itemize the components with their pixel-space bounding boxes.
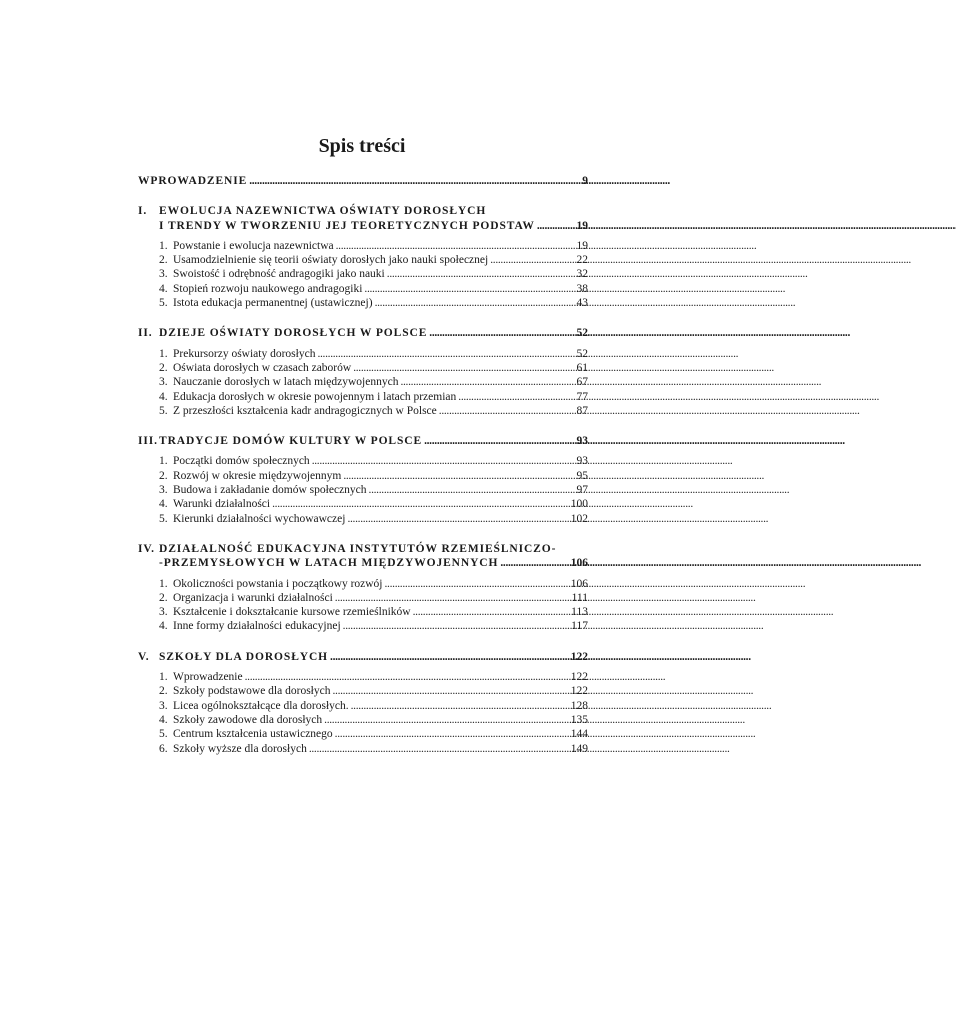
toc-entry[interactable] — [138, 267, 588, 281]
toc-section-heading-row[interactable] — [138, 434, 588, 448]
toc-entry-number: 1. — [159, 455, 168, 468]
dot-leader — [272, 497, 556, 511]
toc-entry-label: Istota edukacja permanentnej (ustawicznej) — [173, 297, 373, 310]
page-title: Spis treści — [318, 135, 406, 157]
dot-leader — [353, 361, 556, 375]
section-gap — [138, 310, 588, 326]
dot-leader — [537, 219, 556, 233]
toc-section-title: I TRENDY W TWORZENIU JEJ TEORETYCZNYCH PODSTAW — [159, 219, 535, 232]
toc-entry-label: Swoistość i odrębność andragogiki jako nauki — [173, 268, 385, 281]
dot-leader — [500, 556, 556, 570]
dot-leader — [364, 282, 556, 296]
toc-section-heading-row[interactable] — [138, 326, 588, 340]
toc-section — [138, 650, 588, 756]
dot-leader — [312, 454, 556, 468]
toc-entry-number: 3. — [159, 376, 168, 389]
toc-section-title: DZIAŁALNOŚĆ EDUKACYJNA INSTYTUTÓW RZEMIEŚLNICZO- — [159, 542, 557, 555]
toc-intro-page: 9 — [582, 175, 588, 187]
toc-entry[interactable] — [138, 684, 588, 698]
toc-entry[interactable] — [138, 619, 588, 633]
dot-leader — [490, 253, 556, 267]
table-of-contents — [138, 174, 588, 756]
toc-section-title: SZKOŁY DLA DOROSŁYCH — [159, 650, 329, 663]
toc-section-page: 19 — [576, 219, 588, 232]
toc-entry-label: Nauczanie dorosłych w latach międzywojennych — [173, 376, 399, 389]
toc-entry[interactable] — [138, 605, 588, 619]
toc-entry[interactable] — [138, 742, 588, 756]
toc-section-title: -PRZEMYSŁOWYCH W LATACH MIĘDZYWOJENNYCH — [159, 557, 499, 570]
dot-leader — [413, 605, 556, 619]
toc-entry[interactable] — [138, 713, 588, 727]
toc-entry-number: 2. — [159, 469, 168, 482]
toc-entry-number: 4. — [159, 498, 168, 511]
dot-leader — [400, 375, 556, 389]
toc-entry-page: 149 — [570, 742, 588, 755]
dot-leader — [249, 174, 556, 188]
dot-leader — [335, 727, 556, 741]
toc-entry-page: 122 — [570, 671, 588, 684]
toc-entry-page: 52 — [576, 347, 588, 360]
toc-section-page: 122 — [570, 650, 588, 663]
dot-leader — [429, 326, 556, 340]
dot-leader — [330, 650, 556, 664]
toc-section-heading-line[interactable] — [138, 542, 588, 556]
toc-entry[interactable] — [138, 577, 588, 591]
dot-leader — [336, 239, 556, 253]
toc-entry[interactable] — [138, 253, 588, 267]
toc-entry-label: Początki domów społecznych — [173, 455, 310, 468]
toc-entry-label: Stopień rozwoju naukowego andragogiki — [173, 282, 363, 295]
toc-section-number: III. — [138, 435, 158, 448]
toc-entry-number: 5. — [159, 297, 168, 310]
toc-entry-number: 4. — [159, 620, 168, 633]
toc-section-heading-row[interactable] — [138, 219, 588, 233]
dot-leader — [458, 390, 556, 404]
toc-entry-label: Szkoły wyższe dla dorosłych — [173, 742, 307, 755]
toc-entry[interactable] — [138, 282, 588, 296]
toc-entry-number: 4. — [159, 713, 168, 726]
dot-leader — [324, 713, 556, 727]
toc-entry-number: 1. — [159, 671, 168, 684]
toc-entry-label: Budowa i zakładanie domów społecznych — [173, 484, 367, 497]
section-gap — [138, 418, 588, 434]
toc-entry-page: 22 — [576, 254, 588, 267]
toc-entry[interactable] — [138, 497, 588, 511]
toc-entry-page: 43 — [576, 297, 588, 310]
toc-entry-page: 135 — [570, 713, 588, 726]
toc-section — [138, 434, 588, 542]
dot-leader — [245, 670, 556, 684]
toc-entry-label: Okoliczności powstania i początkowy rozwój — [173, 577, 383, 590]
toc-entry-label: Szkoły zawodowe dla dorosłych — [173, 713, 323, 726]
toc-entry[interactable] — [138, 699, 588, 713]
toc-section-heading-line[interactable] — [138, 204, 588, 218]
toc-entry-number: 5. — [159, 728, 168, 741]
toc-entry-page: 144 — [570, 728, 588, 741]
toc-entry-number: 1. — [159, 347, 168, 360]
toc-entry-page: 87 — [576, 404, 588, 417]
toc-entry-number: 2. — [159, 685, 168, 698]
toc-entry-label: Z przeszłości kształcenia kadr andragogicznych w Polsce — [173, 404, 437, 417]
toc-section-heading-row[interactable] — [138, 650, 588, 664]
toc-entry[interactable] — [138, 727, 588, 741]
toc-entry-number: 3. — [159, 606, 168, 619]
toc-section-number: V. — [138, 650, 150, 663]
toc-entry-label: Inne formy działalności edukacyjnej — [173, 620, 341, 633]
toc-section-title: TRADYCJE DOMÓW KULTURY W POLSCE — [159, 435, 423, 448]
toc-entry-page: 19 — [576, 239, 588, 252]
dot-leader — [385, 577, 557, 591]
dot-leader — [369, 483, 556, 497]
toc-entry[interactable] — [138, 347, 588, 361]
toc-entry-number: 3. — [159, 268, 168, 281]
toc-intro-label: WPROWADZENIE — [138, 175, 248, 187]
toc-entry-label: Warunki działalności — [173, 498, 271, 511]
toc-entry-page: 128 — [570, 699, 588, 712]
toc-entry-label: Organizacja i warunki działalności — [173, 591, 333, 604]
dot-leader — [343, 469, 556, 483]
toc-entry-label: Oświata dorosłych w czasach zaborów — [173, 361, 352, 374]
dot-leader — [439, 404, 556, 418]
toc-entry-label: Wprowadzenie — [173, 671, 243, 684]
toc-entry[interactable] — [138, 375, 588, 389]
toc-section — [138, 326, 588, 434]
dot-leader — [375, 296, 556, 310]
toc-entry-number: 5. — [159, 512, 168, 525]
toc-entry-label: Kształcenie i dokształcanie kursowe rzemieślników — [173, 606, 411, 619]
dot-leader — [317, 347, 556, 361]
toc-entry-label: Powstanie i ewolucja nazewnictwa — [173, 239, 334, 252]
toc-entry-label: Kierunki działalności wychowawczej — [173, 512, 346, 525]
toc-entry[interactable] — [138, 512, 588, 526]
toc-section-title: DZIEJE OŚWIATY DOROSŁYCH W POLSCE — [159, 327, 428, 340]
toc-entry-label: Edukacja dorosłych w okresie powojennym i latach przemian — [173, 390, 457, 403]
dot-leader — [424, 434, 556, 448]
dot-leader — [309, 742, 556, 756]
toc-entry-number: 4. — [159, 390, 168, 403]
toc-entry[interactable] — [138, 239, 588, 253]
toc-entry[interactable] — [138, 296, 588, 310]
toc-entry-number: 5. — [159, 404, 168, 417]
toc-section-number: I. — [138, 205, 148, 218]
toc-entry-label: Licea ogólnokształcące dla dorosłych. — [173, 699, 349, 712]
toc-section-page: 52 — [576, 327, 588, 340]
toc-entry[interactable] — [138, 404, 588, 418]
toc-entry-page: 117 — [571, 620, 588, 633]
toc-section-heading-row[interactable] — [138, 556, 588, 570]
toc-entry-label: Prekursorzy oświaty dorosłych — [173, 347, 316, 360]
toc-entry[interactable] — [138, 361, 588, 375]
toc-section-page: 93 — [576, 435, 588, 448]
toc-entry-page: 102 — [570, 512, 588, 525]
toc-entry-number: 1. — [159, 577, 168, 590]
toc-section — [138, 204, 588, 326]
toc-entry-page: 61 — [576, 361, 588, 374]
toc-entry[interactable] — [138, 454, 588, 468]
toc-entry-page: 111 — [571, 591, 588, 604]
toc-sections — [138, 204, 588, 756]
toc-entry-number: 2. — [159, 591, 168, 604]
toc-entry-label: Szkoły podstawowe dla dorosłych — [173, 685, 331, 698]
toc-intro-row[interactable] — [138, 174, 588, 188]
toc-entry-page: 95 — [576, 469, 588, 482]
toc-section-number: IV. — [138, 542, 155, 555]
toc-section — [138, 542, 588, 650]
toc-entry-page: 113 — [571, 606, 588, 619]
toc-entry-label: Rozwój w okresie międzywojennym — [173, 469, 342, 482]
toc-entry-number: 6. — [159, 742, 168, 755]
toc-entry-page: 122 — [570, 685, 588, 698]
toc-entry-page: 32 — [576, 268, 588, 281]
dot-leader — [351, 699, 556, 713]
toc-entry-label: Centrum kształcenia ustawicznego — [173, 728, 333, 741]
section-gap — [138, 634, 588, 650]
toc-entry[interactable] — [138, 483, 588, 497]
toc-entry-page: 38 — [576, 282, 588, 295]
dot-leader — [332, 684, 556, 698]
toc-entry-number: 2. — [159, 361, 168, 374]
toc-section-title: EWOLUCJA NAZEWNICTWA OŚWIATY DOROSŁYCH — [159, 205, 487, 218]
dot-leader — [335, 591, 556, 605]
toc-section-number: II. — [138, 327, 153, 340]
toc-entry-number: 1. — [159, 239, 168, 252]
toc-entry-label: Usamodzielnienie się teorii oświaty dorosłych jako nauki społecznej — [173, 254, 489, 267]
toc-entry[interactable] — [138, 591, 588, 605]
toc-entry[interactable] — [138, 670, 588, 684]
toc-entry-number: 2. — [159, 254, 168, 267]
dot-leader — [347, 512, 556, 526]
toc-entry[interactable] — [138, 390, 588, 404]
toc-entry-number: 3. — [159, 699, 168, 712]
dot-leader — [387, 267, 556, 281]
toc-entry-number: 4. — [159, 282, 168, 295]
dot-leader — [343, 619, 556, 633]
toc-entry-page: 93 — [576, 455, 588, 468]
toc-entry-page: 77 — [576, 390, 588, 403]
toc-entry-page: 100 — [570, 498, 588, 511]
toc-entry-page: 106 — [570, 577, 588, 590]
toc-entry-number: 3. — [159, 484, 168, 497]
toc-entry-page: 97 — [576, 484, 588, 497]
section-gap — [138, 188, 588, 204]
section-gap — [138, 526, 588, 542]
toc-section-page: 106 — [570, 557, 588, 570]
toc-entry[interactable] — [138, 469, 588, 483]
toc-entry-page: 67 — [576, 376, 588, 389]
